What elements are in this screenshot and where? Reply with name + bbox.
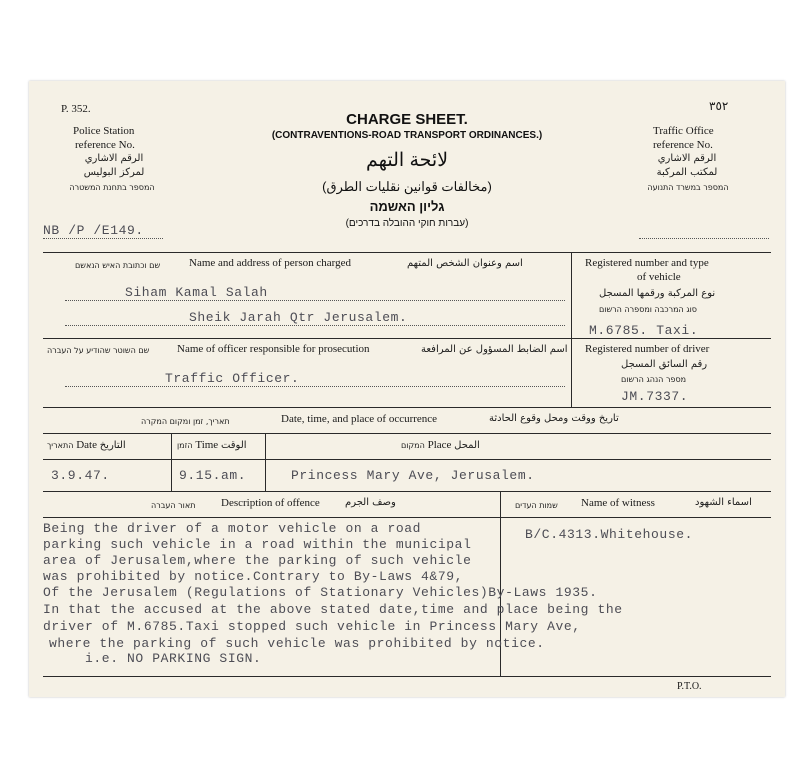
offence-line: area of Jerusalem,where the parking of such vehicle [43, 553, 472, 568]
offence-line: i.e. NO PARKING SIGN. [85, 651, 262, 666]
vehicle-hebrew-label: סוג המרכבה ומספרה הרשום [599, 305, 697, 314]
traffic-reference-label: reference No. [653, 139, 713, 151]
grid-line [43, 252, 771, 253]
grid-line [171, 433, 172, 491]
grid-line [571, 252, 572, 407]
traffic-reference-dotted-line [639, 238, 769, 239]
traffic-reference-hebrew: המספר במשרד התנועה [647, 183, 729, 192]
grid-line [43, 338, 771, 339]
grid-line [43, 491, 771, 492]
offence-line: Of the Jerusalem (Regulations of Stationary Vehicles)By-Laws 1935. [43, 585, 598, 600]
police-reference-hebrew: המספר בתחנת המשטרה [69, 183, 155, 192]
officer-hebrew-label: שם השוטר שהודיע על העברה [47, 346, 150, 355]
vehicle-arabic-label: نوع المركبة ورقمها المسجل [599, 288, 716, 299]
occurrence-label: Date, time, and place of occurrence [281, 413, 438, 425]
witness-value: B/C.4313.Whitehouse. [525, 527, 694, 542]
offence-label: Description of offence [221, 497, 320, 509]
occurrence-date: 3.9.47. [51, 468, 110, 483]
name-dotted-line [65, 300, 565, 301]
driver-label: Registered number of driver [585, 343, 710, 355]
form-title-arabic: لائحة التهم [365, 150, 449, 171]
form-subtitle-arabic: (مخالفات قوانين نقليات الطرق) [322, 179, 492, 194]
occurrence-place: Princess Mary Ave, Jerusalem. [291, 468, 535, 483]
police-station-label: Police Station [73, 125, 135, 137]
occurrence-arabic-label: تاريخ ووقت ومحل وقوع الحادثة [489, 413, 619, 424]
person-charged-address: Sheik Jarah Qtr Jerusalem. [189, 310, 408, 325]
vehicle-label: Registered number and type [585, 257, 709, 269]
person-charged-hebrew-label: שם וכתובת האיש הנאשם [75, 261, 161, 270]
person-charged-label: Name and address of person charged [189, 257, 351, 269]
form-subtitle: (CONTRAVENTIONS-ROAD TRANSPORT ORDINANCES.) [271, 130, 543, 141]
address-dotted-line [65, 325, 565, 326]
date-header: התאריך Date التاريخ [47, 439, 126, 451]
form-code: P. 352. [61, 103, 91, 115]
person-charged-arabic-label: اسم وعنوان الشخص المتهم [407, 258, 523, 269]
form-title: CHARGE SHEET. [346, 111, 468, 128]
form-subtitle-hebrew: (עברות חוקי ההובלה בדרכים) [345, 218, 469, 229]
grid-line [43, 676, 771, 677]
police-station-arabic: لمركز البوليس [83, 167, 145, 178]
charge-sheet [29, 81, 785, 697]
occurrence-time: 9.15.am. [179, 468, 247, 483]
driver-arabic-label: رقم السائق المسجل [621, 359, 708, 370]
police-reference-label: reference No. [75, 139, 135, 151]
vehicle-label-line2: of vehicle [637, 271, 681, 283]
witness-label: Name of witness [581, 497, 655, 509]
offence-line: In that the accused at the above stated date,time and place being the [43, 602, 623, 617]
police-reference-dotted-line [43, 238, 163, 239]
witness-arabic-label: اسماء الشهود [695, 497, 752, 508]
officer-value: Traffic Officer. [165, 371, 300, 386]
driver-value: JM.7337. [621, 389, 689, 404]
place-header: המקום Place المحل [401, 439, 480, 451]
grid-line [43, 407, 771, 408]
traffic-office-arabic: لمكتب المركبة [656, 167, 718, 178]
form-title-hebrew: גליון האשמה [369, 199, 445, 214]
officer-label: Name of officer responsible for prosecution [177, 343, 370, 355]
vehicle-value: M.6785. Taxi. [589, 323, 699, 338]
officer-dotted-line [65, 386, 565, 387]
offence-hebrew-label: תאור העברה [151, 501, 196, 510]
traffic-reference-arabic: الرقم الاشاري [657, 153, 717, 164]
grid-line [43, 459, 771, 460]
witness-hebrew-label: שמות העדים [515, 501, 558, 510]
time-header: הזמן Time الوقت [177, 439, 247, 451]
grid-line [43, 433, 771, 434]
police-reference-arabic: الرقم الاشاري [84, 153, 144, 164]
grid-line [43, 517, 771, 518]
offence-line: was prohibited by notice.Contrary to By-Laws 4&79, [43, 569, 464, 584]
offence-line: Being the driver of a motor vehicle on a road [43, 521, 422, 536]
grid-line [265, 433, 266, 491]
driver-hebrew-label: מספר הנהג הרשום [621, 375, 687, 384]
officer-arabic-label: اسم الضابط المسؤول عن المرافعة [421, 344, 568, 355]
offence-arabic-label: وصف الجرم [345, 497, 396, 508]
offence-line: driver of M.6785.Taxi stopped such vehicle in Princess Mary Ave, [43, 619, 581, 634]
occurrence-hebrew-label: תאריך, זמן ומקום המקרה [141, 417, 230, 426]
offence-line: parking such vehicle in a road within the municipal [43, 537, 472, 552]
traffic-office-label: Traffic Office [653, 125, 714, 137]
person-charged-name: Siham Kamal Salah [125, 285, 268, 300]
police-reference-value: NB /P /E149. [43, 223, 144, 238]
pto-note: P.T.O. [677, 681, 702, 692]
form-code-arabic: ٣٥٢ [709, 99, 729, 113]
offence-line: where the parking of such vehicle was prohibited by notice. [49, 636, 545, 651]
